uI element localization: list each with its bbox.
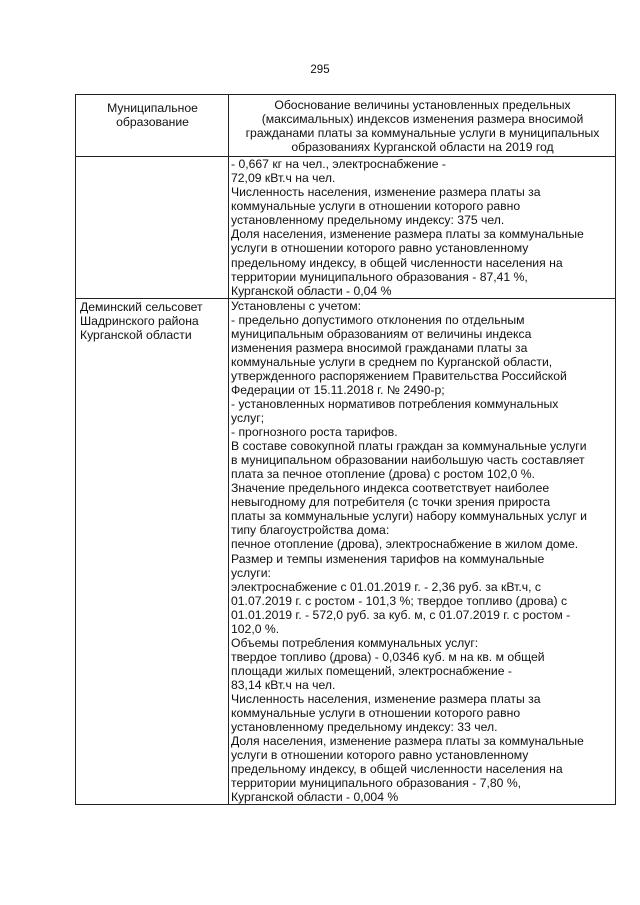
header-justification: Обоснование величины установленных предельных (максимальных) индексов изменения размера вносимой гражданами платы за коммунальные услуги в муниципальных образованиях Курганской области на 2019 год [229,95,616,157]
justification-line: электроснабжение с 01.01.2019 г. - 2,36 руб. за кВт.ч, с [231,579,541,594]
justification-line: - прогнозного роста тарифов. [231,425,398,440]
justification-line: 72,09 кВт.ч на чел. [231,171,336,186]
justification-line: - 0,667 кг на чел., электроснабжение - [231,157,446,172]
justification-line: услуги в отношении которого равно установленному [231,748,529,763]
justification-line: коммунальные услуги в отношении которого равно [231,199,521,214]
justification-line: 83,14 кВт.ч на чел. [231,677,336,692]
justification-line: Численность населения, изменение размера платы за [231,185,541,200]
justification-line: Размер и темпы изменения тарифов на коммунальные [231,551,545,566]
justification-line: предельному индексу, в общей численности населения на [231,255,563,270]
justification-line: Установлены с учетом: [231,298,361,313]
table-row [76,157,616,298]
justification-line: Объемы потребления коммунальных услуг: [231,635,479,650]
justification-line: в муниципальном образовании наибольшую часть составляет [231,453,585,468]
justification-line: Значение предельного индекса соответствует наиболее [231,481,550,496]
justification-line: изменения размера вносимой гражданами платы за [231,340,528,355]
justification-line: установленному предельному индексу: 33 чел. [231,720,498,735]
justification-line: невыгодному для потребителя (с точки зрения прироста [231,495,551,510]
page-number: 295 [310,64,330,76]
table-header-row [76,95,616,157]
justification-line: предельному индексу, в общей численности населения на [231,762,563,777]
justification-line: утвержденного распоряжением Правительства Российской [231,368,567,383]
justification-table [75,94,616,805]
municipality-cell [76,157,229,298]
justification-line: Численность населения, изменение размера платы за [231,691,541,706]
justification-line: Доля населения, изменение размера платы за коммунальные [231,227,584,242]
justification-line: плата за печное отопление (дрова) с ростом 102,0 %. [231,467,536,482]
justification-line: твердое топливо (дрова) - 0,0346 куб. м на кв. м общей [231,649,545,664]
justification-line: коммунальные услуги в среднем по Курганской области, [231,354,553,369]
justification-line: установленному предельному индексу: 375 чел. [231,213,505,228]
justification-line: В составе совокупной платы граждан за коммунальные услуги [231,439,587,454]
justification-line: услуг; [231,411,265,426]
justification-line: услуги в отношении которого равно установленному [231,241,529,256]
justification-line: 102,0 %. [231,621,280,636]
municipality-line: Курганской области [80,327,192,342]
table-body [76,157,616,805]
justification-line: Курганской области - 0,004 % [231,790,399,805]
justification-line: платы за коммунальные услуги) набору коммунальных услуг и [231,509,587,524]
justification-line: типу благоустройства дома: [231,523,390,538]
municipality-line: Деминский сельсовет [80,299,203,314]
justification-line: - установленных нормативов потребления коммунальных [231,396,559,411]
justification-line: муниципальным образованиям от величины индекса [231,326,532,341]
justification-line: Курганской области - 0,04 % [231,283,392,298]
justification-cell [229,298,616,805]
justification-line: 01.07.2019 г. с ростом - 101,3 %; твердое топливо (дрова) с [231,593,568,608]
table-row [76,298,616,805]
justification-line: Федерации от 15.11.2018 г. № 2490-р; [231,382,445,397]
header-municipality: Муниципальное образование [76,95,229,157]
justification-line: территории муниципального образования - 7,80 %, [231,776,522,791]
justification-line: Доля населения, изменение размера платы за коммунальные [231,734,584,749]
justification-line: - предельно допустимого отклонения по отдельным [231,312,525,327]
justification-line: 01.01.2019 г. - 572,0 руб. за куб. м, с 01.07.2019 г. с ростом - [231,607,571,622]
municipality-cell [76,298,229,805]
justification-cell [229,157,616,298]
justification-line: печное отопление (дрова), электроснабжение в жилом доме. [231,537,579,552]
justification-line: услуги: [231,565,271,580]
municipality-line: Шадринского района [80,313,199,328]
justification-line: площади жилых помещений, электроснабжение - [231,663,512,678]
justification-line: территории муниципального образования - 87,41 %, [231,269,528,284]
justification-line: коммунальные услуги в отношении которого равно [231,706,521,721]
